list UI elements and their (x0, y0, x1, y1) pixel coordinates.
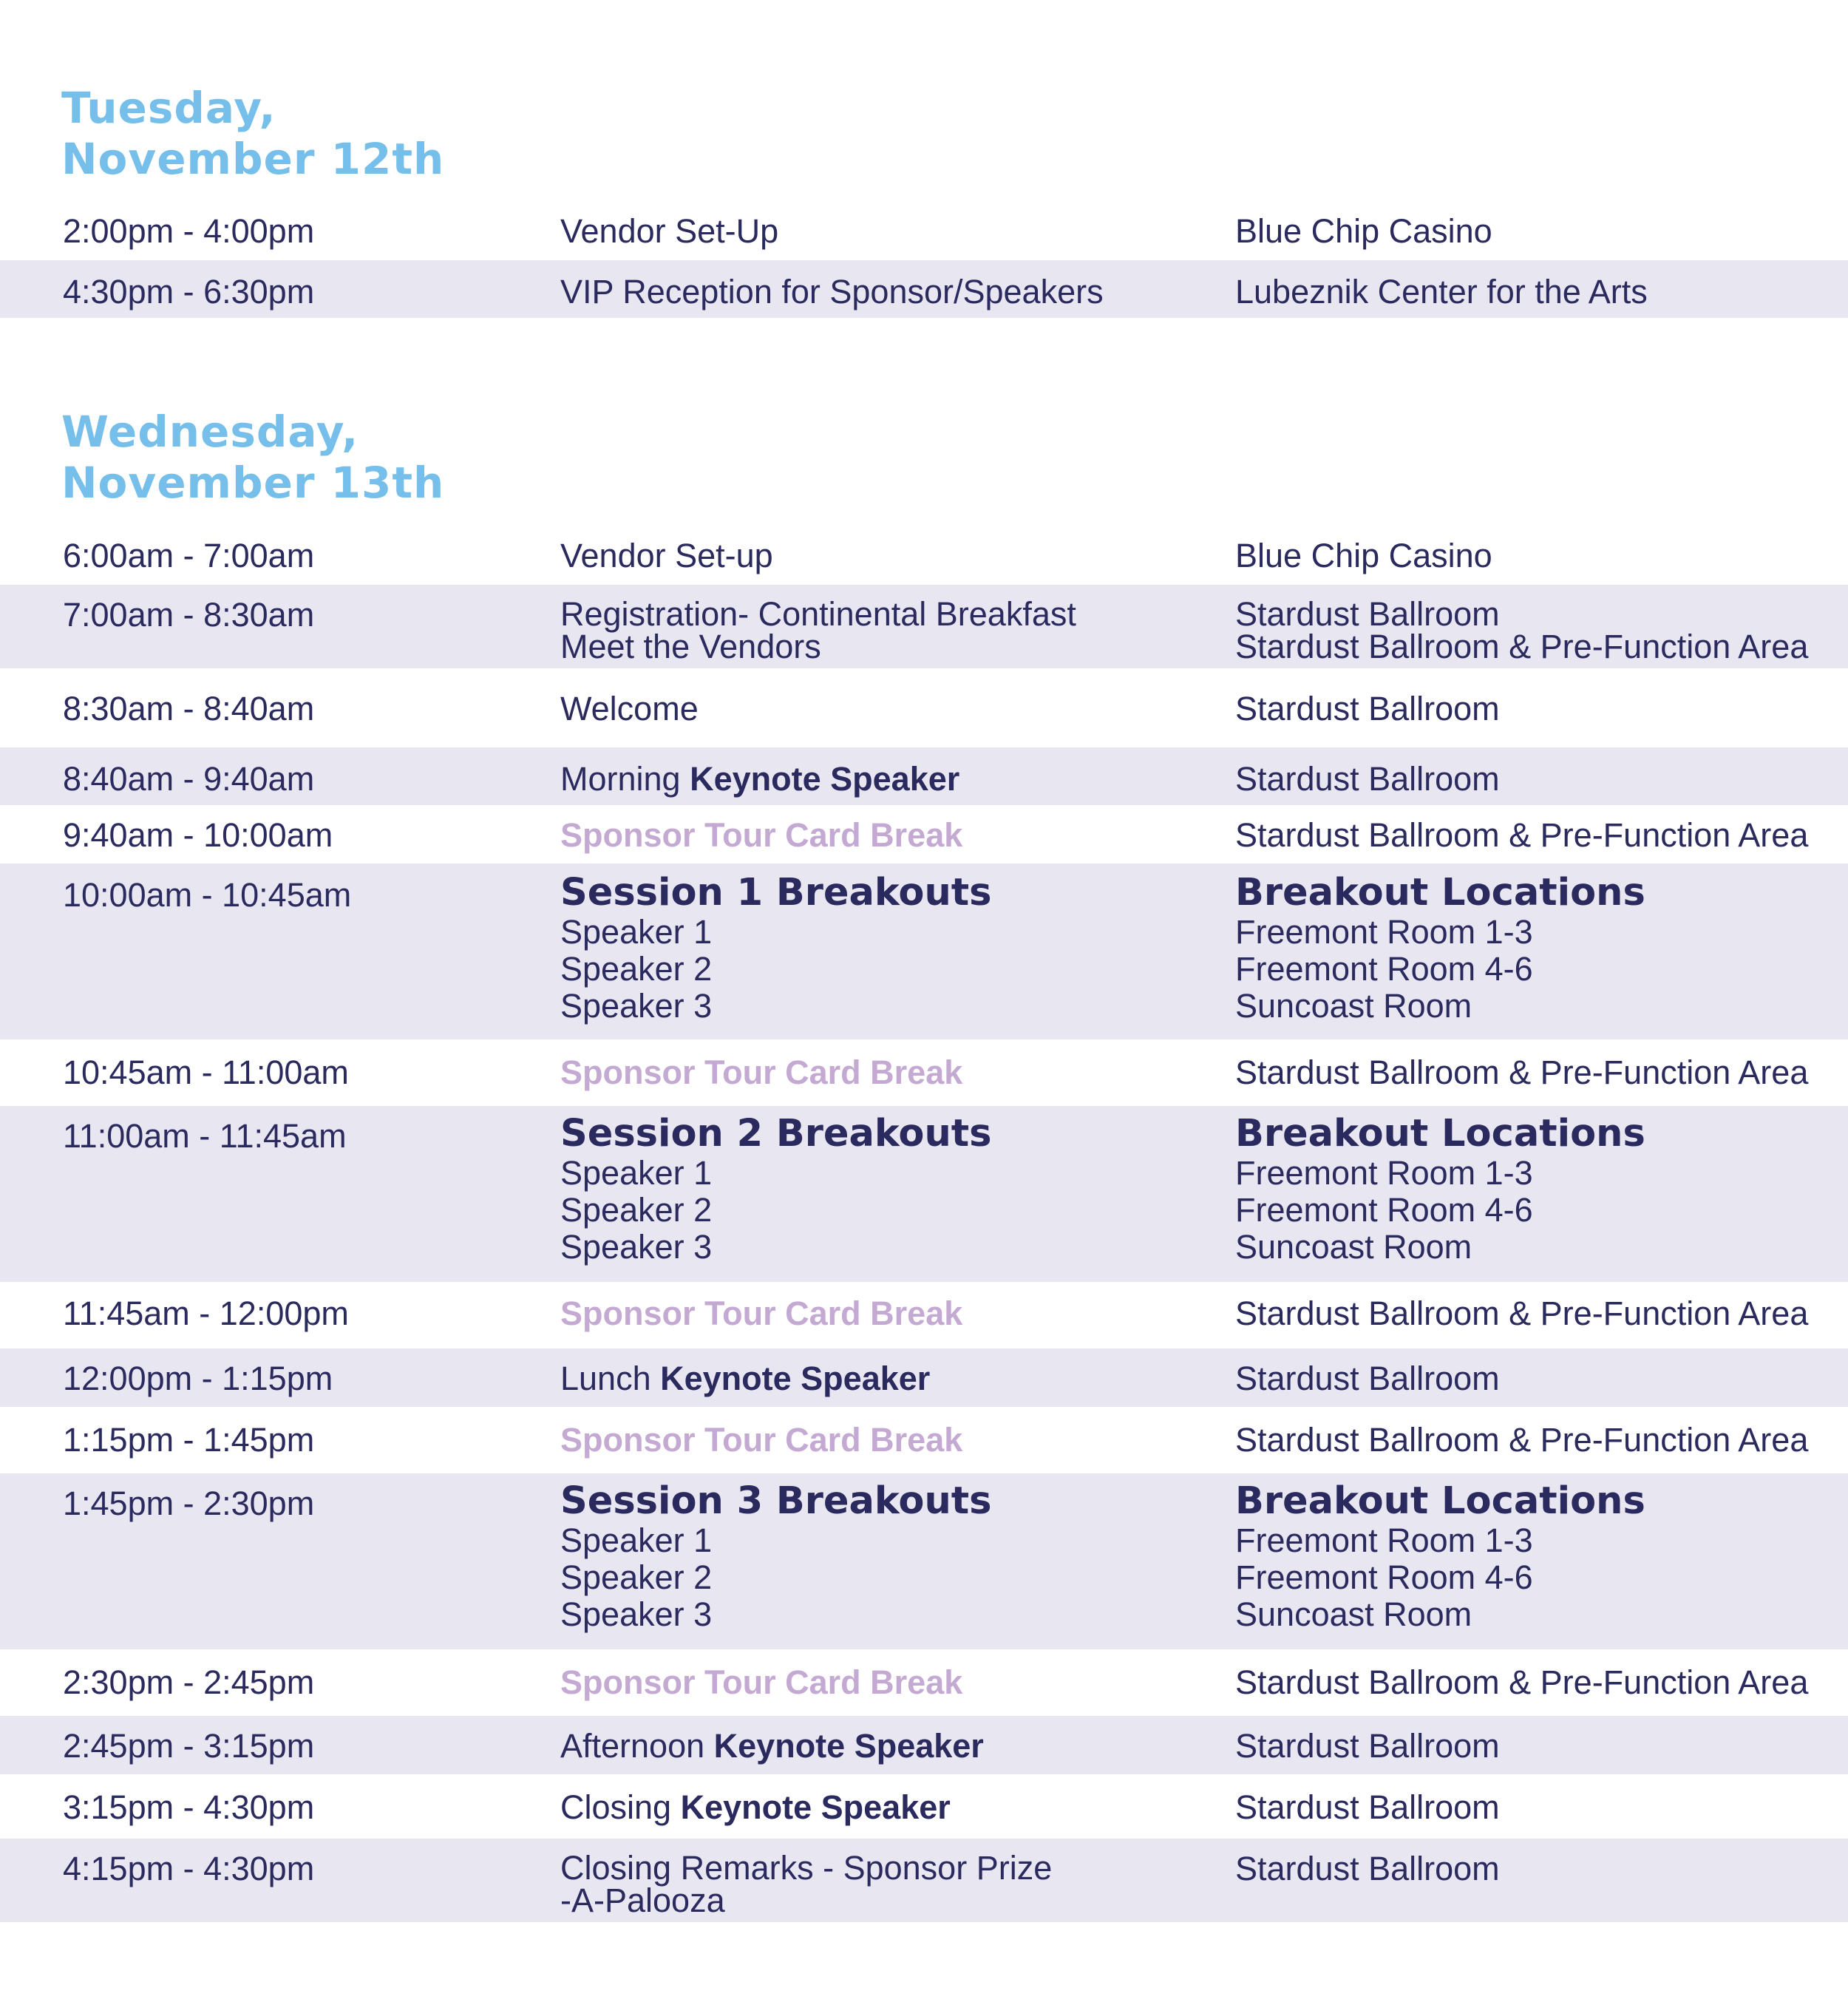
event-line: Registration- Continental Breakfast (560, 595, 1076, 633)
time-cell: 6:00am - 7:00am (63, 537, 315, 574)
speaker-item: Speaker 3 (560, 1228, 713, 1266)
time-cell: 3:15pm - 4:30pm (63, 1788, 315, 1826)
table-row (0, 1649, 1848, 1716)
event-keynote: Keynote Speaker (680, 1788, 951, 1826)
event-cell: Vendor Set-up (560, 537, 773, 574)
time-cell: 9:40am - 10:00am (63, 816, 333, 854)
location-cell: Stardust Ballroom (1235, 690, 1500, 727)
sponsor-break-label: Sponsor Tour Card Break (560, 816, 963, 854)
location-cell: Stardust Ballroom & Pre-Function Area (1235, 1663, 1809, 1701)
speaker-item: Speaker 3 (560, 987, 713, 1025)
time-cell: 10:45am - 11:00am (63, 1053, 349, 1091)
event-cell (560, 1849, 1053, 1919)
table-row-session (0, 1473, 1848, 1649)
event-cell (560, 760, 960, 798)
session-cell (560, 872, 992, 1025)
table-row (0, 1716, 1848, 1774)
time-cell: 2:30pm - 2:45pm (63, 1663, 315, 1701)
location-cell (1235, 595, 1809, 665)
breakout-location-cell (1235, 872, 1645, 1025)
time-cell: 4:15pm - 4:30pm (63, 1850, 315, 1887)
time-cell: 10:00am - 10:45am (63, 876, 352, 914)
room-item: Suncoast Room (1235, 987, 1472, 1025)
speaker-item: Speaker 2 (560, 1558, 713, 1596)
table-row (0, 747, 1848, 805)
room-item: Freemont Room 4-6 (1235, 950, 1533, 988)
event-cell: VIP Reception for Sponsor/Speakers (560, 273, 1104, 311)
sponsor-break-label: Sponsor Tour Card Break (560, 1053, 963, 1091)
table-row (0, 1774, 1848, 1839)
time-cell: 1:15pm - 1:45pm (63, 1421, 315, 1459)
location-cell: Blue Chip Casino (1235, 212, 1492, 250)
room-item: Freemont Room 4-6 (1235, 1558, 1533, 1596)
breakout-locations-title: Breakout Locations (1235, 1112, 1645, 1156)
table-row (0, 1407, 1848, 1473)
location-cell: Stardust Ballroom (1235, 1727, 1500, 1765)
breakout-location-cell (1235, 1481, 1645, 1633)
event-cell (560, 1362, 930, 1395)
room-item: Suncoast Room (1235, 1595, 1472, 1633)
session-cell (560, 1113, 992, 1266)
event-keynote: Keynote Speaker (713, 1727, 984, 1765)
location-line: Stardust Ballroom (1235, 595, 1500, 633)
time-cell: 7:00am - 8:30am (63, 596, 315, 634)
sponsor-break-label: Sponsor Tour Card Break (560, 1421, 963, 1459)
table-row (0, 521, 1848, 585)
day-heading-line1: Wednesday, (61, 407, 359, 457)
time-cell: 8:40am - 9:40am (63, 760, 315, 798)
day-heading-line2: November 13th (61, 458, 445, 508)
table-row (0, 197, 1848, 260)
event-cell: Vendor Set-Up (560, 212, 779, 250)
event-line: -A-Palooza (560, 1881, 725, 1919)
event-keynote: Keynote Speaker (690, 760, 960, 798)
room-item: Freemont Room 1-3 (1235, 913, 1533, 951)
session-title: Session 2 Breakouts (560, 1112, 992, 1156)
event-line: Meet the Vendors (560, 628, 821, 665)
time-cell: 2:45pm - 3:15pm (63, 1727, 315, 1765)
table-row (0, 1282, 1848, 1348)
room-item: Freemont Room 1-3 (1235, 1154, 1533, 1192)
sponsor-break-label: Sponsor Tour Card Break (560, 1294, 963, 1332)
breakout-locations-title: Breakout Locations (1235, 1479, 1645, 1523)
location-cell: Stardust Ballroom & Pre-Function Area (1235, 1294, 1809, 1332)
location-cell: Stardust Ballroom (1235, 1788, 1500, 1826)
time-cell: 11:45am - 12:00pm (63, 1294, 349, 1332)
speaker-item: Speaker 2 (560, 950, 713, 988)
table-row (0, 1039, 1848, 1106)
table-row (0, 260, 1848, 318)
time-cell: 1:45pm - 2:30pm (63, 1484, 315, 1522)
location-cell: Blue Chip Casino (1235, 537, 1492, 574)
sponsor-break-label: Sponsor Tour Card Break (560, 1663, 963, 1701)
session-title: Session 3 Breakouts (560, 1479, 992, 1523)
table-row (0, 805, 1848, 863)
time-cell: 8:30am - 8:40am (63, 690, 315, 727)
breakout-locations-title: Breakout Locations (1235, 871, 1645, 915)
event-prefix: Morning (560, 760, 681, 798)
breakout-location-cell (1235, 1113, 1645, 1266)
session-cell (560, 1481, 992, 1633)
day-heading-wednesday (61, 407, 444, 509)
speaker-item: Speaker 1 (560, 913, 713, 951)
location-cell: Stardust Ballroom (1235, 1850, 1500, 1887)
time-cell: 2:00pm - 4:00pm (63, 212, 315, 250)
table-row (0, 668, 1848, 747)
location-cell: Stardust Ballroom (1235, 1360, 1500, 1397)
room-item: Freemont Room 4-6 (1235, 1191, 1533, 1229)
speaker-item: Speaker 1 (560, 1154, 713, 1192)
time-cell: 12:00pm - 1:15pm (63, 1360, 333, 1397)
table-row-session (0, 863, 1848, 1039)
session-title: Session 1 Breakouts (560, 871, 992, 915)
room-item: Suncoast Room (1235, 1228, 1472, 1266)
table-row (0, 1839, 1848, 1922)
day-heading-line1: Tuesday, (61, 83, 276, 133)
event-cell (560, 595, 1076, 665)
event-cell (560, 1727, 984, 1765)
speaker-item: Speaker 1 (560, 1521, 713, 1559)
location-cell: Stardust Ballroom & Pre-Function Area (1235, 1053, 1809, 1091)
event-keynote: Keynote Speaker (660, 1360, 931, 1397)
time-cell: 4:30pm - 6:30pm (63, 273, 315, 311)
room-item: Freemont Room 1-3 (1235, 1521, 1533, 1559)
speaker-item: Speaker 3 (560, 1595, 713, 1633)
event-line: Closing Remarks - Sponsor Prize (560, 1849, 1053, 1887)
table-row (0, 585, 1848, 668)
location-cell: Stardust Ballroom & Pre-Function Area (1235, 816, 1809, 854)
event-cell (560, 1788, 951, 1826)
location-cell: Stardust Ballroom & Pre-Function Area (1235, 1421, 1809, 1459)
table-row-session (0, 1106, 1848, 1282)
event-prefix: Lunch (560, 1360, 651, 1397)
event-prefix: Closing (560, 1788, 672, 1826)
location-cell: Stardust Ballroom (1235, 760, 1500, 798)
time-cell: 11:00am - 11:45am (63, 1117, 347, 1155)
table-row (0, 1348, 1848, 1407)
event-cell: Welcome (560, 690, 699, 727)
day-heading-line2: November 12th (61, 134, 445, 184)
day-heading-tuesday (61, 83, 444, 185)
event-prefix: Afternoon (560, 1727, 705, 1765)
location-cell: Lubeznik Center for the Arts (1235, 273, 1648, 311)
location-line: Stardust Ballroom & Pre-Function Area (1235, 628, 1809, 665)
speaker-item: Speaker 2 (560, 1191, 713, 1229)
